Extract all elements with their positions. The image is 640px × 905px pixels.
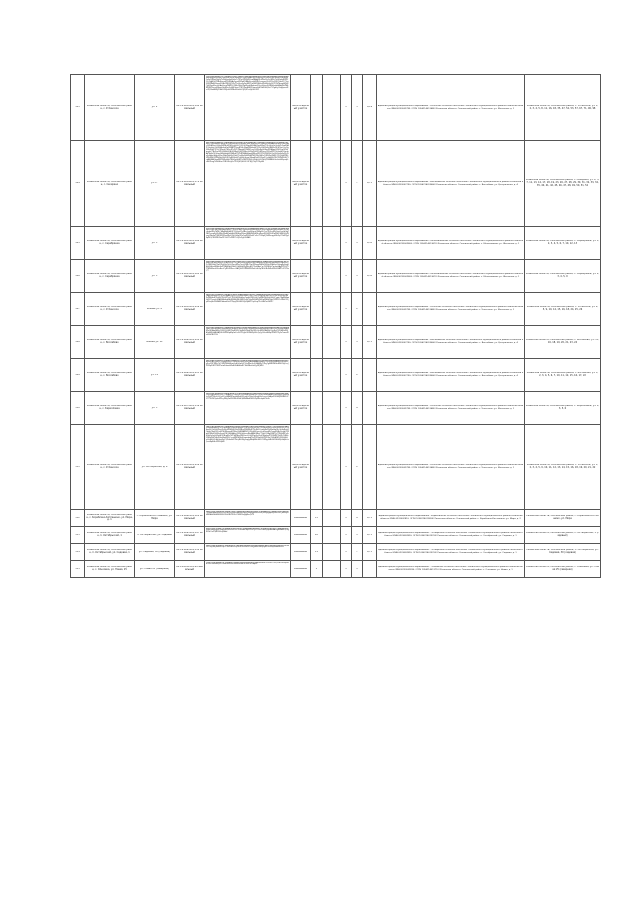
table-row xyxy=(71,260,601,293)
owner-description-cell: Администрация муниципального образования - Успенское сельское поселение Скопинского муниципального района Рязанской области (ИНН 6233002783, ОГРН 1056214013680) Рязанская область, Скопинский район, с. Успенское, ул. Школьная, д. 1 xyxy=(377,425,525,510)
count-b-cell xyxy=(323,425,341,510)
quantity-cell: 1 xyxy=(352,227,363,260)
cadastral-number-cell: 62:19:0030101:216 земельный xyxy=(175,293,205,326)
area-cell: 0,55 xyxy=(363,260,377,293)
quantity-cell: 2 xyxy=(352,293,363,326)
table-row xyxy=(71,527,601,544)
count-b-cell xyxy=(323,75,341,141)
table-row xyxy=(71,326,601,359)
count-b-cell xyxy=(323,510,341,527)
row-number-cell: 350 xyxy=(71,392,85,425)
recipient-address-cell: Рязанская область, Скопинский район, с. Вослебово, уч. 13, 16, 18, 19, 20, 21, 23, 24 xyxy=(525,326,601,359)
object-address-cell: Рязанская область, Скопинский район, с. Кирилловка xyxy=(85,392,135,425)
object-type-cell: лесопосадочный участок xyxy=(291,326,311,359)
table-row xyxy=(71,544,601,561)
units-count-cell: 1 xyxy=(341,141,352,227)
object-location-cell: ул. Новая 25 (северная) xyxy=(135,561,175,578)
row-number-cell: 352 xyxy=(71,510,85,527)
row-number-cell: 347 xyxy=(71,293,85,326)
count-a-cell: 20 xyxy=(311,527,323,544)
quantity-cell: 2 xyxy=(352,359,363,392)
area-cell: 0,75 xyxy=(363,326,377,359)
object-location-cell: уч. 5 xyxy=(135,227,175,260)
map-link-cell[interactable]: https://rgis.ryazan.ru/?ogc=GVh3vuDzW2QdH4xmbmBm4f8CCRUp8NMGRYCq2Q7jzqB3H2R4hMdmDaFq5jpvPSsqpU8MYHV8rVVnCPczubbuGBjPFPmYyZYzDFr2dwTujqk4AE6AXqjW8A8bQUzgN3Nr7mPQ4KFtRvq96dd xyxy=(205,527,291,544)
cadastral-number-cell: 62:19:0071201:136 земельный xyxy=(175,392,205,425)
count-a-cell: 5 xyxy=(311,561,323,578)
count-a-cell xyxy=(311,359,323,392)
map-link-cell[interactable]: http://rgis.ryazan.ru/?ogc=W4aBwQJmy4UD5sjQmS8sgWGrD9zbLRY2C45TyLVy9V9WvMNPGFdJ4wV2GyKQ6PjSBRRBdsGtByCCUw29YRpfYZpKrshHsXNUNPfEtKJYHxrU4p4xHKJ3PLb6zA5TKrLWv6sdw9Kq7dJSLC6RaBb6Ew8UP7QVuwkTx9BeyLyqR2gnzt9NRqzVrYcx7Rj5cvEVu9xaCmeJbGgZZBfPvxsw6yVnRWnPRnAPJwb46zXN0BmP5bwyRhAZb8xWSLqNxmMftVRUh3DpPfWL9W8u1fsWxsqLPbz5a79RDUPPKhm8bvUTyLVvBqGTfuYeuSN3ZmRCxGvCV2Ep0JTdKKmqyuMnPqL7GdYKjpL8pPEQCNZWRUSwDTGr9ZYsP3E1Tn9j2sZgfL3tNAR xyxy=(205,227,291,260)
object-type-cell: кабельная xyxy=(291,561,311,578)
row-number-cell: 344 xyxy=(71,141,85,227)
quantity-cell: 2 xyxy=(352,425,363,510)
table-row xyxy=(71,561,601,578)
quantity-cell: 1 xyxy=(352,260,363,293)
units-count-cell: 1 xyxy=(341,293,352,326)
area-cell: 0,55 xyxy=(363,227,377,260)
table-row xyxy=(71,293,601,326)
area-cell: 0,75 xyxy=(363,510,377,527)
object-location-cell: уч. 2 xyxy=(135,75,175,141)
area-cell: 0,19 xyxy=(363,75,377,141)
table-row xyxy=(71,227,601,260)
quantity-cell: 3 xyxy=(352,75,363,141)
map-link-cell[interactable]: http://rgis.ryazan.ru/?ogc=VpPQtJYKwXc8L7k4vMJaqgTNC2wVWp4ZsvBrP6mKXCf3H0AXnXGDN4LrTZDjWpfM3GBuzJUDQDf2BtSt65cZHHtAcCwHCNGFMmePT5p6tyVsdMdAqMsRwPk93krMBhy2VlEAZwvz7rBsdVMfHu8QW9yfgJjGtCQ3SGQNtgsjBjSVA0QanERwjjCQLrHjjv0zeVcfzZhZepENAUChkg5qL2hUF6AJx6wDqSMNBX1swyNXdLsNwbfDbzbx6PSTGsUjHvFdbjQA0NeDFGKVw7vuQlg33ExEqHCZ7bC2JbzwU7dFmRYcPUTjQAngbK1fWBj1vzyXyXHzRpv63bm5DA0ga2V8G2twDZbhwgybCCBvPqrGXjL09B8cB1Bj2tMRqxLJ8JQ3V4w3xXVpXmFP14K0twy1ZSfuM5ZYfy3zgWSYgcsbAgQb6bCSGjsmuHNcb6gkNLV4RgBT1jTc8D6fA6kJpqbJWhp3XXYKS95GEMrUQe3fzUxwb3uFjy25ayzkfpbyWgyvN2mX5bxRdxNr2Lpd1CmMmFk6EkqEPH9U3kjGHKaCLW5Dg0SWFj7ZLJYqWL4PcUK8yPBn3FSNyNq95k9LW7pJEDdxkVTqL84y3eqmY4prdfSrb3QJSmXCyvfbqPbCMzTPWhS5HLPYvbBdVAWUpwkKKY4WnbRp7tRdQp3tHFfCx3ATSXMvLvVFaEzYm78n5j7bM8AXaYm5a34GpnqPcnR6fDmg7zWtWwcZ2N0GuLyKn7ZLFjWQH0L5C4C8JQ7kj4YT8ykE0 xyxy=(205,141,291,227)
units-count-cell: 1 xyxy=(341,425,352,510)
cadastral-number-cell: 62:19:0030101:216 земельный xyxy=(175,425,205,510)
object-address-cell: Рязанская область, Скопинский район, с. Успенское xyxy=(85,293,135,326)
object-location-cell: п. Октябрьский, ул. Садовая xyxy=(135,527,175,544)
object-address-cell: Рязанская область, Скопинский район, с. Серебрянка xyxy=(85,227,135,260)
cadastral-number-cell: 62:19:0061101:213 земельный xyxy=(175,359,205,392)
recipient-address-cell: Рязанская область, Скопинский район, с. Вослебово, уч. 1, 2, 3, 4, 5, 6, 7, 10, 11, 12, 15, 16, 17, 22 xyxy=(525,359,601,392)
object-location-cell: уч. Октябрьская, д. 6 xyxy=(135,425,175,510)
recipient-address-cell: Рязанская область, Скопинский район, с. Успенское, уч. 1, 2, 3, 4, 5, 8, 11, 16, 18, 35, 47, 52, 53, 57, 67, 71, 96, 98 xyxy=(525,75,601,141)
object-location-cell: ул. Садовая, 30 (садовая) xyxy=(135,544,175,561)
table-row xyxy=(71,75,601,141)
owner-description-cell: Администрация муниципального образования - Вослебовское сельское поселение Скопинского муниципального района Рязанской области (ИНН 6233002790, ОГРН 1056214013660) Рязанская область, Скопинский район, с. Вослебово, ул. Центральная, д. 4 xyxy=(377,326,525,359)
area-cell xyxy=(363,561,377,578)
count-b-cell xyxy=(323,561,341,578)
count-a-cell xyxy=(311,75,323,141)
object-location-cell: уч. 3 xyxy=(135,392,175,425)
units-count-cell: 1 xyxy=(341,392,352,425)
map-link-cell[interactable]: https://rgis.ryazan.ru/?ogc=UJz2eCm8hBvrwpyWzVk4GMqUrmHBrrJ8mU7E6aqRgY8mP4r9sDhaFG7nRy3Wj5u4bDVqr7CDcV8fFz2q2NeWTm3SGXYc4sJpR5khNPqhyR5Ud3Dqxhh4btEt5w xyxy=(205,544,291,561)
object-address-cell: Рязанская область, Скопинский район, с. Серебрянка xyxy=(85,260,135,293)
count-b-cell xyxy=(323,227,341,260)
units-count-cell: 1 xyxy=(341,227,352,260)
count-b-cell xyxy=(323,260,341,293)
object-type-cell: лесопосадочный участок xyxy=(291,425,311,510)
quantity-cell: 8 xyxy=(352,392,363,425)
object-address-cell: Рязанская область, Скопинский район, с. Ольховка, ул. Новая, 25 xyxy=(85,561,135,578)
object-location-cell: южнее уч. 12 xyxy=(135,326,175,359)
row-number-cell: 349 xyxy=(71,359,85,392)
object-address-cell: Рязанская область, Скопинский район, п. Октябрьский, 1 xyxy=(85,527,135,544)
count-a-cell xyxy=(311,326,323,359)
object-location-cell: уч. 2* xyxy=(135,141,175,227)
table-row xyxy=(71,510,601,527)
object-location-cell: с. Кораблино-Котлашино, ул. Мира xyxy=(135,510,175,527)
recipient-address-cell: Рязанская область, Скопинский район, с. Кораблино-Котлашино, ул. Мира xyxy=(525,510,601,527)
units-count-cell: 1 xyxy=(341,527,352,544)
quantity-cell: 7 xyxy=(352,544,363,561)
recipient-address-cell: Рязанская область, Скопинский район, п. Октябрьский, 1 (садовый) xyxy=(525,527,601,544)
row-number-cell: 355 xyxy=(71,561,85,578)
row-number-cell: 346 xyxy=(71,260,85,293)
units-count-cell: 1 xyxy=(341,326,352,359)
count-b-cell xyxy=(323,392,341,425)
count-b-cell xyxy=(323,326,341,359)
owner-description-cell: Администрация муниципального образования - Успенское сельское поселение Скопинского муниципального района Рязанской области (ИНН 6233002783, ОГРН 1056214013680) Рязанская область, Скопинский район, с. Успенское, ул. Школьная, д. 1 xyxy=(377,392,525,425)
recipient-address-cell: Рязанская область, Скопинский район, с. Успенское, уч. 4, 5, 9, 10, 14, 15, 16, 18, 24, 25, 26 xyxy=(525,293,601,326)
recipient-address-cell: Рязанская область, Скопинский район, п. Октябрьский, ул. Садовая, 30 (садовая) xyxy=(525,544,601,561)
row-number-cell: 343 xyxy=(71,75,85,141)
recipient-address-cell: Рязанская область, Скопинский район, с. Серебрянка, уч. 1, 2, 3, 4, 5, 6, 7, 10, 12, 13 xyxy=(525,227,601,260)
row-number-cell: 345 xyxy=(71,227,85,260)
object-location-cell: уч. 5 xyxy=(135,260,175,293)
count-b-cell xyxy=(323,141,341,227)
object-type-cell: лесопосадочный участок xyxy=(291,141,311,227)
count-a-cell xyxy=(311,260,323,293)
map-link-cell[interactable]: http://rgis.ryazan.ru/?ogc=Pcb6Vj3nwtJeeGHrMm4dBq8w9YJZmADkAWUXg6HrcRmKcj8x8Ax6b5JmFGVkFzFN8uPS8uxNRFkKGmBs2JQnmTpj5htYhzmHF5dVSzpHzqnz8ZPNmCr6DYFmqx3gAzX4FnGPjJAqdWRy29GPZyX4WTSgR9KzLGqNnhVNb67BcDPfvUnzMPkfBbRRcXyhRnZGXG4KudGSAGzBHcfnAE6AjVfkGEXP6fq6FqrwYrc3hTFFgSc9RD6WjcEExTpQy5Vm4HRpUXWXZXyFuTzwe4XmREhYB2X7d xyxy=(205,326,291,359)
map-link-cell[interactable]: http://rgis.ryazan.ru/?ogc=Ht4a7XFnxXdy6cFbmCcdrFX2HvCn4n5tV2uq2GCV37Q6s8hnB7xA3zZfSdbDq8FeXjTeYFLqzHJJ6rTKg8GRr6SqmCYjBYVfuZkG5DM2Y7R9bvdVhRvvtjjMQrVbLxLE7PXXHpxFkCtdu3cRhm2hdkcuDNfEgLfFfqPE5Bm9tJ6W8dP7NvRhSYzrmbBnFXpMwmpL4vGeEqRsjqXYm6gTEmD3Xys8YWrWhaqe4t2Ukm2k8WAfPnPQLX6yEELJgnuQczKkmd6hCwqyFHBvPxngbY59wbTfhBaTE6Dxz5zxdLY8C4uNjAkfnjZ3PkUeEpuvRbyAVAQhbwCTj3p5Y38gfFR8CjxTTfNJjkWCaSr8QbZgQqVsXfqHK2FNrpEFxTbT9AXHzxNM2cuchYmJ2Dpc5u3fshQHpthpGTZjRHMCDa9u75REbFQBfw9zKS4uTc8mMmBP2jCucz8JN9W9b8LxwzqbqK5zXJYFNwSUrPMXtUaC5d5ADKS7fKkfHkHm2uBftVsTdbLkbnDgYQPhtmBrX7bfnjNhU8g3xpyy4BqBt8aTrE5CGKPpyH4kUtKLWnPKpSdjBvLnQnwNqBt4r5PXKqNrE xyxy=(205,425,291,510)
row-number-cell: 353 xyxy=(71,527,85,544)
quantity-cell: 7 xyxy=(352,141,363,227)
owner-description-cell: Администрация муниципального образования - Ольховское сельское поселение Скопинского муниципального района Рязанской области (ИНН 6233002830, ОГРН 1056214013710) Рязанская область, Скопинский район, с. Ольховка, ул. Новая, д. 1 xyxy=(377,561,525,578)
cadastral-number-cell: 62:19:0051201:180 земельный xyxy=(175,227,205,260)
object-type-cell: лесопосадочный участок xyxy=(291,293,311,326)
cadastral-number-cell: 62:19:0101201:94 земельный xyxy=(175,561,205,578)
cadastral-number-cell: 62:19:0091101:147 земельный xyxy=(175,527,205,544)
map-link-cell[interactable]: http://rgis.ryazan.ru/?ogc=KG2C47fCVaoGjCkMhfdgYHzmbuXWnP6XfQWm3mrA6QJaykUbWwRbmH6SyBfDGGaqCmp2vf6I3kcB7BbdjWUCryEFfq4dKhH5SvRbmy29Ll8DmIGMGnHHCX4cBzfJh2n3aS9MmiDgGxTzZwEpx0wDs6aCr7KYw3XEVbRQzwPAAgFMr0Plm5fc2zL8WvTjn5PwbdMX32Q2tDgBfUdTUBsBnewj8YjHMkAs2gnaX8Zg6lVNAt5emJu85NtQvzggnuYfnX29u2jVtX1xbG1CYcptIFK3PAt80DqoxGf5BnUNjjUJZ5PvYCzHjczvg9mBM7UwU6RYiA2egGn4Ry2pjSYZhTiVNmgr4KJkHCJdG9gdZmvgJLAqVnewDdKfXvYlE4cNvh05gH5xaHRqkwaG1lncmSxm2rHFbRm6pWAwGbGWkNRXBLYmnsKgwmzVuBXm3cHHJGnxeZTRC0Jm46BFZtrqmeEdPUbRlrNQ5eCVYgbvyL0q8ymwMoLPQ9fw8BMyY4bE9XNJnfd2RPbn8Ux6fsUTyQ8YrvEJeVfsGXP xyxy=(205,75,291,141)
count-a-cell xyxy=(311,227,323,260)
cadastral-number-cell: 62:19:0030801:170 земельный xyxy=(175,141,205,227)
area-cell xyxy=(363,425,377,510)
area-cell xyxy=(363,293,377,326)
row-number-cell: 354 xyxy=(71,544,85,561)
table-row xyxy=(71,425,601,510)
object-address-cell: Рязанская область, Скопинский район, с. Вослебово xyxy=(85,326,135,359)
quantity-cell: 1 xyxy=(352,326,363,359)
owner-description-cell: Администрация муниципального образования - Октябрьское сельское поселение Скопинского муниципального района Рязанской области (ИНН 6233002820, ОГРН 1056214013700) Рязанская область, Скопинский район, п. Октябрьский, ул. Садовая, д. 1 xyxy=(377,544,525,561)
register-rows xyxy=(71,75,601,578)
recipient-address-cell: Рязанская область, Скопинский район, с. Секирино, уч. 2, 3, 7, 11, 13, 14, 17, 18, 19, 23, 26, 27, 28, 29, 30, 31, 32, 33, 34, 35, 40, 41, 42, 45, 46, 47, 48, 49, 50, 51, 52 xyxy=(525,141,601,227)
count-b-cell xyxy=(323,293,341,326)
area-cell xyxy=(363,359,377,392)
count-a-cell: 13 xyxy=(311,510,323,527)
count-a-cell xyxy=(311,392,323,425)
cadastral-number-cell: 62:19:0082101:120 земельный xyxy=(175,510,205,527)
area-cell: 0,75 xyxy=(363,141,377,227)
map-link-cell[interactable]: http://rgis.ryazan.ru/?ogc=XDzGdCE9p4UyMSPSWJ3ugSakJa8FbP35AyHDPE9MzSVmhM5Q6n3L8hE5SXZWd7HNqTL9UdSXPKsfTCkCJB2czXbLmyBUzUK3JV6NwEuZkDHxKUSpzWBM5L5BzPhx9Kr7N85XaH7FqS95yF8s2Sr9sTbcuNPxsTpuQKWb79w7KbuqnWBFhD2F6nDNpRmC6dxgRpSsg8WzHV4tm8N6m8nSTNBj4Np9K6hSCuEJ6dzMyJNhvHX2Ttw5AmCm7U9NFhkCwvbwSAgMTf7rZ9PT8W45mcF6hvBmLCy8ZzKWmvL5AZyR4Y2W86XXWmFxHt3q7BfrUNrKkRxWNvD6BP7nTXZVxjCT xyxy=(205,260,291,293)
quantity-cell: 1 xyxy=(352,527,363,544)
row-number-cell: 348 xyxy=(71,326,85,359)
map-link-cell[interactable]: http://rgis.ryazan.ru/?ogc=R2PwhQCz5AjBuKqyKTDj96TV7xq4uwKShK2HyXMm6n8RDSLnYtwb28g8Vav4nqz3X7E9w2kqA4vwJrVFYH9pRnf4xWQGNx7ZwF5VRgMaKqdFTq2y2XwQE8E3mR8aDzMEH6z8T6uVH7PVcW7jz2CDLSf69F6wBsnYwdgXPUZzhFjCgjN8VNjvKqh3sx9Cypm7EqBN4wa5tfR7Zvmnk3KA3MAcHsdHb3N5B6jMk7AM7kuNCyJwD65W62wVLqK6E8rXgfzTWNG7vFWnKF2jqEDvqSbX9HRAEYdbwaRckZ7PqwJUh5BSGGJcNj6d7YxpVnpTZnG4dYmFHF5C xyxy=(205,293,291,326)
count-a-cell xyxy=(311,141,323,227)
quantity-cell: 8 xyxy=(352,510,363,527)
object-type-cell: кабельная xyxy=(291,544,311,561)
recipient-address-cell: Рязанская область, Скопинский район, с. Кирилловка, уч. 2, 3, 5, 6 xyxy=(525,392,601,425)
object-type-cell: лесопосадочный участок xyxy=(291,75,311,141)
object-address-cell: Рязанская область, Скопинский район, с. Вослебово xyxy=(85,359,135,392)
recipient-address-cell: Рязанская область, Скопинский район, с. Ольховка, ул. Новая 25 (северная) xyxy=(525,561,601,578)
object-type-cell: лесопосадочный участок xyxy=(291,392,311,425)
object-type-cell: кабельная xyxy=(291,527,311,544)
count-b-cell xyxy=(323,359,341,392)
map-link-cell[interactable]: https://rgis.ryazan.ru/?ogc=3GfW7mBm3FmkDpHDRXv86vL2Q6XxAHbSfjCmBqUTXVnC8EbuNtCXSpbPqHbrK9dVZKkUDh9xxPdrHvbgM8k3gyMTuq8Jg8xNUnFd2jMXkJqgdp4yfXM2FbTJbtfBuJwdWEAfxH6rW6RtMGV2EcRNZXE9kL7uN8TmpgRbnQrT5 xyxy=(205,510,291,527)
object-type-cell: лесопосадочный участок xyxy=(291,359,311,392)
table-row xyxy=(71,359,601,392)
object-address-cell: Рязанская область, Скопинский район, с. Кораблино-Котлашино, ул. Мира, д. 1 xyxy=(85,510,135,527)
owner-description-cell: Администрация муниципального образования - Кораблинское сельское поселение Скопинского муниципального района Рязанской области (ИНН 6233002810, ОГРН 1056214013690) Рязанская область, Скопинский район, с. Кораблино-Котлашино, ул. Мира, д. 2 xyxy=(377,510,525,527)
object-type-cell: лесопосадочный участок xyxy=(291,260,311,293)
document-sheet xyxy=(70,74,600,578)
owner-description-cell: Администрация муниципального образования - Успенское сельское поселение Скопинского муниципального района Рязанской области (ИНН 6233002783, ОГРН 1056214013680) Рязанская область, Скопинский район, с. Успенское, ул. Школьная, д. 1 xyxy=(377,75,525,141)
table-row xyxy=(71,141,601,227)
owner-description-cell: Администрация муниципального образования - Октябрьское сельское поселение Скопинского муниципального района Рязанской области (ИНН 6233002820, ОГРН 1056214013700) Рязанская область, Скопинский район, п. Октябрьский, ул. Садовая, д. 1 xyxy=(377,527,525,544)
count-a-cell xyxy=(311,425,323,510)
object-type-cell: лесопосадочный участок xyxy=(291,227,311,260)
owner-description-cell: Администрация муниципального образования - Шелемишевское сельское поселение Скопинского муниципального района Рязанской области (ИНН 6233002800, ОГРН 1056214013670) Рязанская область, Скопинский район, с. Шелемишево, ул. Школьная, д. 1 xyxy=(377,260,525,293)
cadastral-number-cell: 62:19:0051201:181 земельный xyxy=(175,260,205,293)
cadastral-number-cell: 62:19:0061101:214 земельный xyxy=(175,326,205,359)
owner-description-cell: Администрация муниципального образования - Вослебовское сельское поселение Скопинского муниципального района Рязанской области (ИНН 6233002790, ОГРН 1056214013660) Рязанская область, Скопинский район, с. Вослебово, ул. Центральная, д. 4 xyxy=(377,141,525,227)
units-count-cell: 1 xyxy=(341,510,352,527)
table-row xyxy=(71,392,601,425)
row-number-cell: 351 xyxy=(71,425,85,510)
units-count-cell: 1 xyxy=(341,359,352,392)
owner-description-cell: Администрация муниципального образования - Вослебовское сельское поселение Скопинского муниципального района Рязанской области (ИНН 6233002790, ОГРН 1056214013660) Рязанская область, Скопинский район, с. Вослебово, ул. Центральная, д. 4 xyxy=(377,359,525,392)
units-count-cell: 1 xyxy=(341,75,352,141)
units-count-cell: 1 xyxy=(341,561,352,578)
cadastral-number-cell: 62:19:0091101:152 земельный xyxy=(175,544,205,561)
object-location-cell: уч. 11 xyxy=(135,359,175,392)
area-cell: 0,75 xyxy=(363,527,377,544)
recipient-address-cell: Рязанская область, Скопинский район, с. Успенское, уч. 1, 2, 3, 4, 5, 9, 10, 11, 12, 13, 14, 15, 16, 18, 19, 20, 21, 22 xyxy=(525,425,601,510)
object-address-cell: Рязанская область, Скопинский район, с. Успенское xyxy=(85,425,135,510)
cadastral-number-cell: 62:19:0030101:192 земельный xyxy=(175,75,205,141)
count-b-cell xyxy=(323,544,341,561)
map-link-cell[interactable]: http://rgis.ryazan.ru/?ogc=Nd5RGJDtt8Kv1gHJk8ARcXgRbY4zmFUhjUMcXMNkLqVh5kkNqDqE8QFs5MgPx8FHD3VVCC8EAaPVjCtzcrwEY2PYWhBuuMmrXjk72K8n9SP6WAEBw7bVW8ePCyaxDHsnZjjkP7MnrFz9QxHCvuWAP8Uwx4aMwRG3uqLhZEtzx5ykzqEFa2cmyvGdAjwR9UHMJWUAPk3C9C7G5ZtF9phvMZuyMHyKwXH9Wh8Fh6Q6MbBbdfSEDcFqVBcuhpkLSu8r xyxy=(205,392,291,425)
object-address-cell: Рязанская область, Скопинский район, с. Секирино xyxy=(85,141,135,227)
register-table xyxy=(70,74,601,578)
map-link-cell[interactable]: http://rgis.ryazan.ru/?ogc=YQdpRAj3nTZzqfEGLjrSzG6ngu8q7cZZknKBLhHpwwgAvXmNLtKEcvWLk4XNX2ysFh2YLqHg9SJ5ZL7uhtKm3dhcVSGVJUAbn6BAwG8rdRy7Tu2Dr2z9mNMFb9EDsWUqUcuDXCMHe7hCQM35EbdEhmGsHLhfpUnT59c4Rm3eSLSA8WyTUhg7gM4P4W3n4D6YHyUcsJX2Wq9L8DT9BP7mwKxbmhWnAG5AHbu4FCErHKAu2a6QyMfjWk9 xyxy=(205,359,291,392)
units-count-cell: 1 xyxy=(341,260,352,293)
count-a-cell xyxy=(311,293,323,326)
object-address-cell: Рязанская область, Скопинский район, п. Октябрьский, ул. Садовая, 1 xyxy=(85,544,135,561)
area-cell: 0,75 xyxy=(363,544,377,561)
area-cell xyxy=(363,392,377,425)
count-b-cell xyxy=(323,527,341,544)
owner-description-cell: Администрация муниципального образования - Успенское сельское поселение Скопинского муниципального района Рязанской области (ИНН 6233002783, ОГРН 1056214013680) Рязанская область, Скопинский район, с. Успенское, ул. Школьная, д. 1 xyxy=(377,293,525,326)
map-link-cell[interactable]: https://rgis.ryazan.ru/?ogc=dFcrxSBkDuR5s5dKpRbBGyjF4bNnHmwTSfLhE2Y3hQ9cHtcuUqMEcwvUhUkzD4BXjRCuTwdL2RP6xtu3B4Fb2a4GYwFkYm9dq5R xyxy=(205,561,291,578)
units-count-cell: 1 xyxy=(341,544,352,561)
object-address-cell: Рязанская область, Скопинский район, с. Успенское xyxy=(85,75,135,141)
owner-description-cell: Администрация муниципального образования - Шелемишевское сельское поселение Скопинского муниципального района Рязанской области (ИНН 6233002800, ОГРН 1056214013670) Рязанская область, Скопинский район, с. Шелемишево, ул. Школьная, д. 1 xyxy=(377,227,525,260)
quantity-cell: 1 xyxy=(352,561,363,578)
object-type-cell: кабельная xyxy=(291,510,311,527)
recipient-address-cell: Рязанская область, Скопинский район, с. Серебрянка, уч. 2, 3, 4, 5, 9 xyxy=(525,260,601,293)
object-location-cell: южнее уч. 4 xyxy=(135,293,175,326)
count-a-cell: 11 xyxy=(311,544,323,561)
